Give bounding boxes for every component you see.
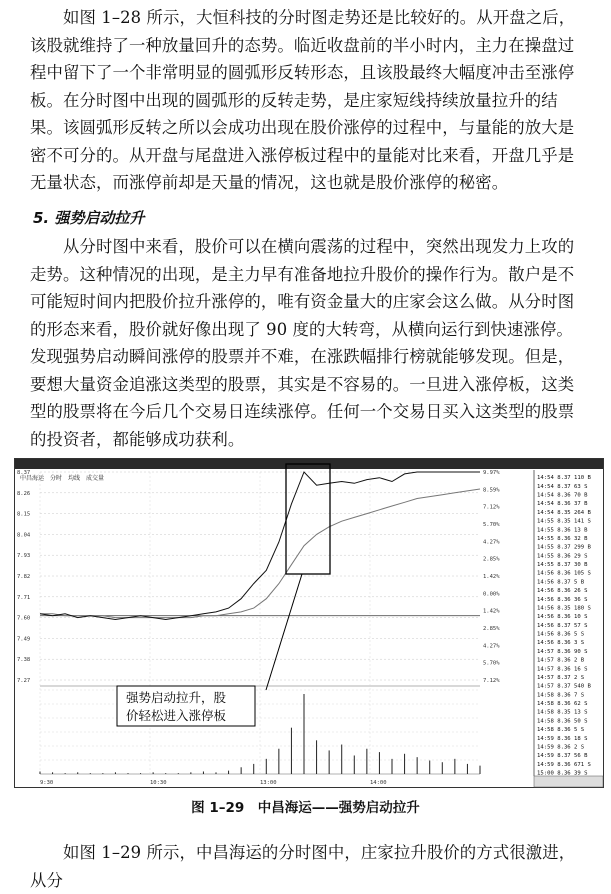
y-percent-label: 8.59% — [483, 487, 500, 494]
tick-row: 14:55 8.36 29 S — [537, 553, 588, 560]
y-price-label: 8.15 — [17, 511, 31, 518]
section-heading: 5. 强势启动拉升 — [33, 209, 145, 227]
y-percent-label: 1.42% — [483, 574, 500, 580]
chart-frame — [15, 459, 604, 788]
tick-row: 14:56 8.36 3 S — [537, 640, 585, 647]
y-percent-label: 5.70% — [483, 660, 500, 667]
y-price-label: 7.49 — [17, 636, 31, 643]
tick-row: 14:59 8.37 56 B — [537, 753, 588, 760]
paragraph-2: 从分时图中来看，股价可以在横向震荡的过程中，突然出现发力上攻的走势。这种情况的出现，是主力早有准备地拉升股价的操作行为。散户是不可能短时间内把股价拉升涨停的，唯有资金量大的庄家会这么做。从分时图的形态来看，股价就好像出现了 90 度的大转弯，从横向运行到快速涨停。发现强势启动瞬间涨停的股票并不难，在涨跌幅排行榜就能够发现。但是，要想大量资金追涨这类型的股票，其实是不容易的。一旦进入涨停板，这类型的股票将在今后几个交易日连续涨停。任何一个交易日买入这类型的股票的投资者，都能够成功获利。 — [30, 237, 575, 449]
tick-trade-list — [537, 475, 592, 776]
x-axis-label: 13:00 — [260, 780, 277, 786]
tick-row: 14:54 8.35 264 B — [537, 509, 591, 516]
tick-row: 14:56 8.36 26 S — [537, 588, 588, 595]
tick-row: 14:54 8.36 37 B — [537, 501, 588, 508]
tick-row: 14:54 8.36 70 B — [537, 492, 588, 499]
y-percent-label: 1.42% — [483, 608, 500, 615]
tick-row: 14:59 8.36 18 S — [537, 735, 588, 742]
tick-row: 14:54 8.37 110 B — [537, 475, 591, 482]
y-price-label: 7.60 — [17, 615, 31, 622]
tick-row: 14:56 8.35 180 S — [537, 605, 591, 612]
tick-row: 14:56 8.37 5 B — [537, 579, 585, 586]
tick-row: 14:54 8.37 63 S — [537, 483, 588, 490]
tick-row: 14:59 8.36 2 S — [537, 744, 585, 751]
y-percent-label: 7.12% — [483, 504, 500, 511]
paragraph-3: 如图 1–29 所示，中昌海运的分时图中，庄家拉升股价的方式很激进，从分 — [30, 843, 576, 890]
y-percent-label: 7.12% — [483, 678, 500, 684]
annotation-line-2: 价轻松进入涨停板 — [126, 708, 227, 723]
intraday-chart-svg — [14, 458, 604, 788]
y-price-label: 7.71 — [17, 594, 31, 601]
tick-row: 14:56 8.37 57 S — [537, 622, 588, 629]
tick-row: 14:57 8.36 90 S — [537, 648, 588, 655]
tick-row: 14:57 8.37 2 S — [537, 674, 585, 681]
tick-row: 14:58 8.36 7 S — [537, 692, 585, 699]
tick-row: 14:56 8.36 10 S — [537, 614, 588, 621]
tick-row: 14:57 8.36 16 S — [537, 666, 588, 673]
y-price-label: 7.27 — [17, 678, 31, 684]
y-price-label: 7.93 — [17, 553, 31, 560]
y-price-label: 8.37 — [17, 470, 31, 476]
tick-row: 14:58 8.35 13 S — [537, 709, 588, 716]
tick-row: 14:56 8.36 36 S — [537, 596, 588, 603]
y-percent-label: 4.27% — [483, 643, 500, 650]
annotation-line-1: 强势启动拉升，股 — [126, 690, 227, 705]
tick-row: 14:58 8.36 62 S — [537, 701, 588, 708]
tick-row: 15:00 8.36 39 S — [537, 770, 588, 777]
tick-row: 14:58 8.36 50 S — [537, 718, 588, 725]
y-price-label: 7.82 — [17, 574, 31, 580]
chart-tabs-bar — [534, 776, 603, 787]
paragraph-1: 如图 1–28 所示，大恒科技的分时图走势还是比较好的。从开盘之后，该股就维持了一种放量回升的态势。临近收盘前的半小时内，主力在操盘过程中留下了一个非常明显的圆弧形反转形态，且该股最终大幅度冲击至涨停板。在分时图中出现的圆弧形的反转走势，是庄家短线持续放量拉升的结果。该圆弧形反转之所以会成功出现在股价涨停的过程中，与量能的放大是密不可分的。从开盘与尾盘进入涨停板过程中的量能对比来看，开盘几乎是无量状态，而涨停前却是天量的情况，这也就是股价涨停的秘密。 — [30, 8, 576, 192]
y-percent-label: 5.70% — [483, 522, 500, 528]
y-percent-label: 2.85% — [483, 556, 500, 563]
tick-row: 14:56 8.36 5 S — [537, 631, 585, 638]
y-percent-label: 4.27% — [483, 539, 500, 546]
tick-row: 14:59 8.36 671 S — [537, 761, 591, 768]
y-price-label: 8.26 — [17, 490, 31, 497]
y-price-label: 8.04 — [17, 532, 31, 539]
tick-row: 14:55 8.37 30 B — [537, 562, 588, 569]
x-axis-label: 14:00 — [370, 780, 387, 786]
tick-row: 14:58 8.36 5 S — [537, 727, 585, 734]
tick-row: 14:55 8.36 13 B — [537, 527, 588, 534]
x-axis-label: 9:30 — [40, 780, 54, 786]
y-percent-label: 9.97% — [483, 470, 500, 476]
chart-header-text: 中昌海运 分时 均线 成交量 — [20, 475, 105, 482]
tick-row: 14:55 8.36 32 B — [537, 535, 588, 542]
x-axis-label: 10:30 — [150, 780, 167, 786]
tick-row: 14:57 8.36 2 B — [537, 657, 585, 664]
y-percent-label: 2.85% — [483, 626, 500, 632]
intraday-chart — [14, 458, 604, 788]
tick-row: 14:55 8.37 299 B — [537, 544, 591, 551]
tick-row: 14:57 8.37 540 B — [537, 683, 591, 690]
y-price-label: 7.38 — [17, 657, 31, 664]
tick-row: 14:56 8.36 105 S — [537, 570, 591, 577]
y-percent-label: 0.00% — [483, 591, 500, 598]
tick-row: 14:55 8.35 141 S — [537, 518, 591, 525]
figure-caption: 图 1–29 中昌海运——强势启动拉升 — [191, 800, 420, 816]
